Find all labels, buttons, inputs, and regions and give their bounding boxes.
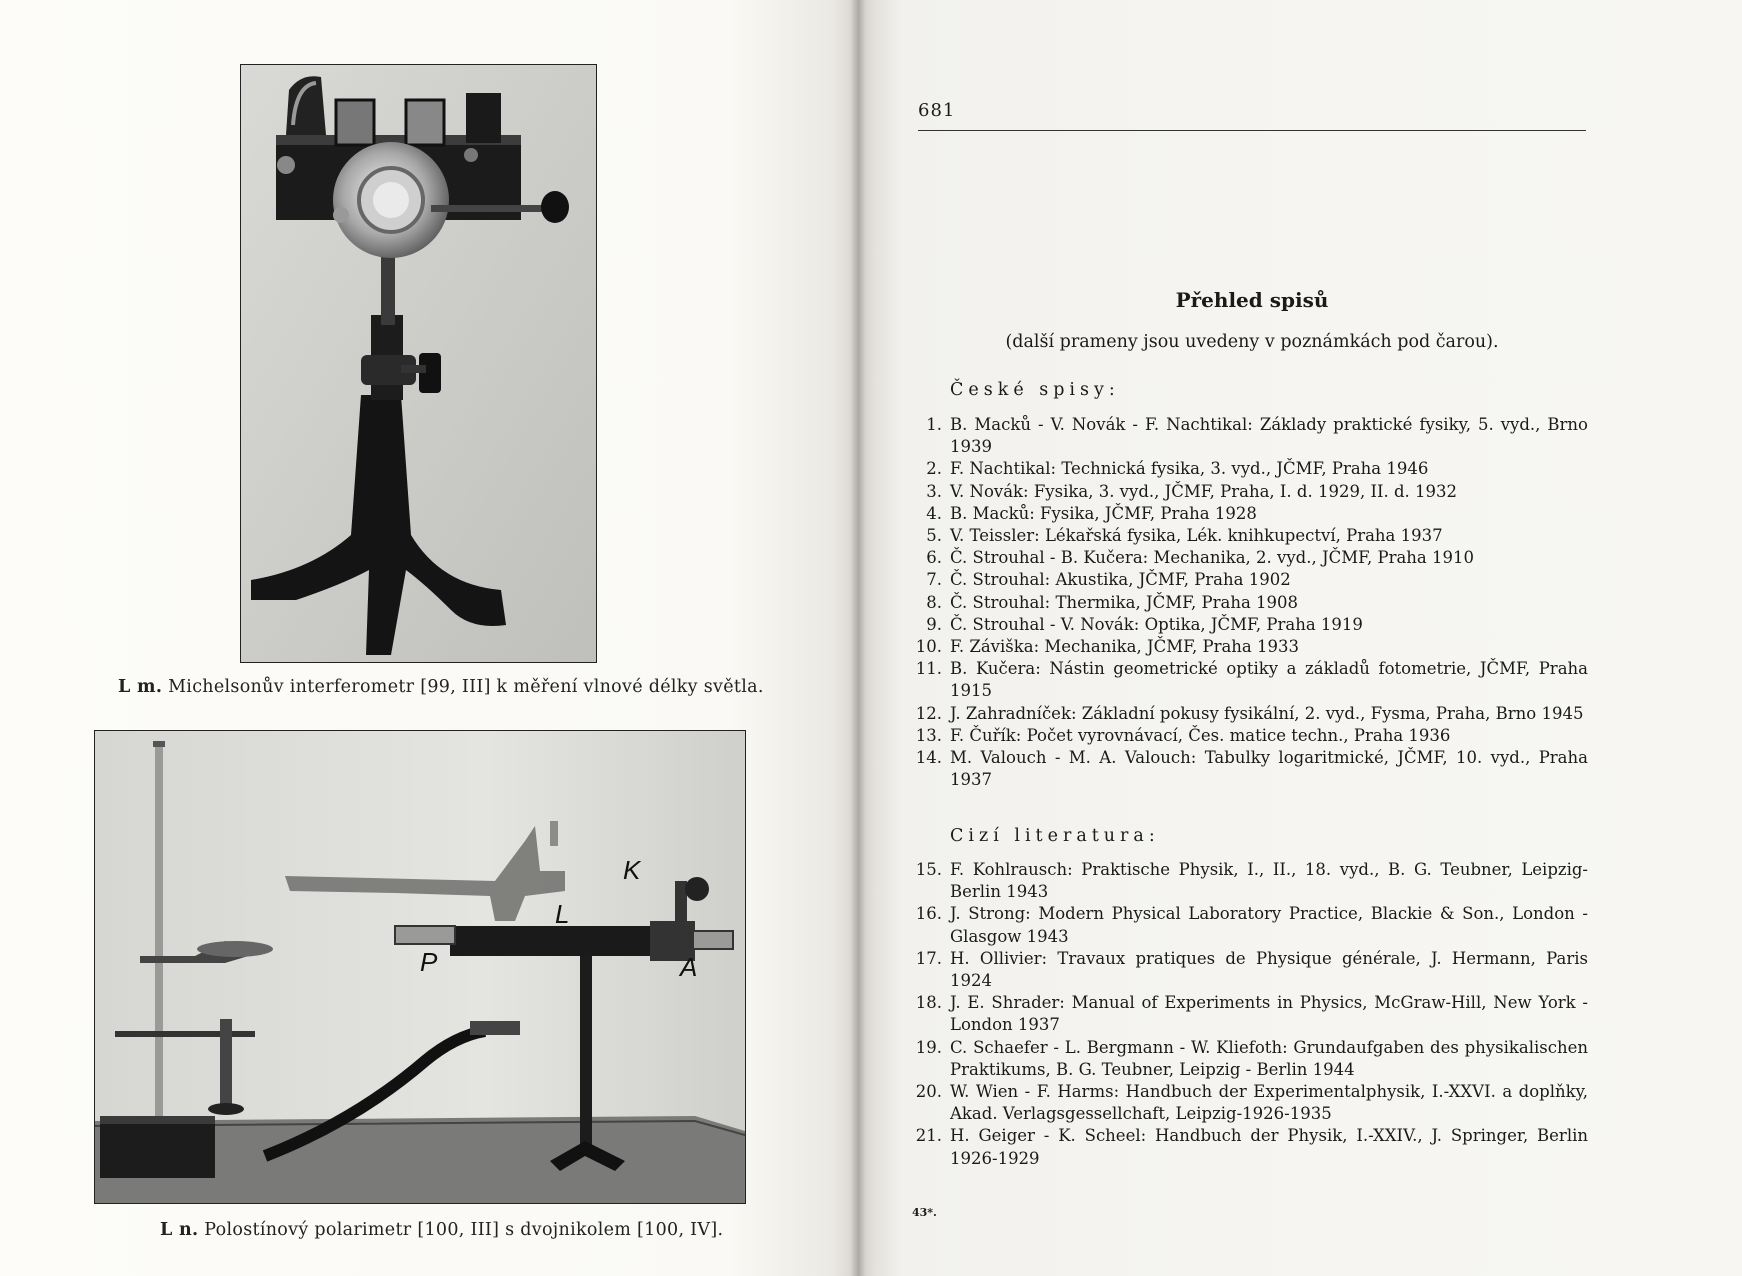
bibliography-entry: 7. Č. Strouhal: Akustika, JČMF, Praha 1902 [926, 570, 1291, 590]
bibliography-entry: 2. F. Nachtikal: Technická fysika, 3. vyd., JČMF, Praha 1946 [926, 459, 1429, 479]
bibliography-entry: 1. B. Macků - V. Novák - F. Nachtikal: Základy praktické fysiky, 5. vyd., Brno 1939 [926, 415, 1588, 457]
bibliography-entry: 18. J. E. Shrader: Manual of Experiments in Physics, McGraw-Hill, New York - London 1937 [915, 993, 1588, 1035]
bibliography-entry: 11. B. Kučera: Nástin geometrické optiky a základů fotometrie, JČMF, Praha 1915 [915, 659, 1588, 701]
polarimeter-illustration [95, 731, 745, 1203]
page-number: 681 [918, 100, 956, 121]
figure-1-label: L m. [118, 677, 163, 697]
foreign-bibliography-list [908, 859, 1588, 1170]
bibliography-entry: 13. F. Čuřík: Počet vyrovnávací, Čes. matice techn., Praha 1936 [915, 725, 1451, 745]
bibliography-entry: 8. Č. Strouhal: Thermika, JČMF, Praha 1908 [926, 592, 1299, 612]
michelson-interferometer-illustration [241, 65, 596, 662]
half-shadow-polarimeter-photo [94, 730, 746, 1204]
bibliography-entry: 14. M. Valouch - M. A. Valouch: Tabulky logaritmické, JČMF, 10. vyd., Praha 1937 [915, 748, 1588, 790]
figure-1-caption [118, 677, 764, 697]
bibliography-entry: 17. H. Ollivier: Travaux pratiques de Physique générale, J. Hermann, Paris 1924 [915, 948, 1588, 991]
bibliography-entry: 21. H. Geiger - K. Scheel: Handbuch der Physik, I.-XXIV., J. Springer, Berlin 1926-1929 [915, 1126, 1588, 1168]
bibliography-entry: 3. V. Novák: Fysika, 3. vyd., JČMF, Praha, I. d. 1929, II. d. 1932 [926, 481, 1458, 501]
figure-2-label: L n. [160, 1220, 199, 1240]
figure-2-caption-text: Polostínový polarimetr [100, III] s dvojnikolem [100, IV]. [204, 1220, 724, 1240]
foreign-literature-heading: Cizí literatura: [950, 826, 1160, 846]
bibliography-entry: 12. J. Zahradníček: Základní pokusy fysikální, 2. vyd., Fysma, Praha, Brno 1945 [915, 703, 1584, 723]
annotation-l: L [555, 899, 570, 929]
book-gutter [850, 0, 866, 1276]
section-subtitle: (další prameny jsou uvedeny v poznámkách pod čarou). [1005, 332, 1499, 352]
czech-literature-heading: České spisy: [950, 380, 1120, 400]
czech-bibliography-list [908, 414, 1588, 791]
bibliography-entry: 10. F. Záviška: Mechanika, JČMF, Praha 1933 [915, 637, 1299, 657]
michelson-interferometer-photo [240, 64, 597, 663]
bibliography-entry: 4. B. Macků: Fysika, JČMF, Praha 1928 [926, 503, 1257, 523]
bibliography-entry: 16. J. Strong: Modern Physical Laboratory Practice, Blackie & Son., London - Glasgow 1943 [915, 904, 1588, 946]
annotation-a: A [680, 952, 698, 982]
bibliography-entry: 19. C. Schaefer - L. Bergmann - W. Kliefoth: Grundaufgaben des physikalischen Praktikums, B. G. Teubner, Leipzig - Berlin 1944 [915, 1037, 1588, 1079]
annotation-k: K [623, 855, 641, 885]
header-rule [918, 130, 1586, 131]
bibliography-entry: 6. Č. Strouhal - B. Kučera: Mechanika, 2. vyd., JČMF, Praha 1910 [926, 548, 1475, 568]
bibliography-entry: 5. V. Teissler: Lékařská fysika, Lék. knihkupectví, Praha 1937 [926, 526, 1443, 546]
bibliography-entry: 9. Č. Strouhal - V. Novák: Optika, JČMF, Praha 1919 [926, 614, 1363, 634]
section-title: Přehled spisů [1175, 288, 1329, 312]
bibliography-entry: 15. F. Kohlrausch: Praktische Physik, I., II., 18. vyd., B. G. Teubner, Leipzig-Berlin 1943 [915, 860, 1588, 902]
bibliography-entry: 20. W. Wien - F. Harms: Handbuch der Experimentalphysik, I.-XXVI. a doplňky, Akad. Verlagsgessellchaft, Leipzig-1926-1935 [915, 1082, 1588, 1124]
figure-1-caption-text: Michelsonův interferometr [99, III] k měření vlnové délky světla. [168, 677, 764, 697]
figure-2-caption [160, 1220, 723, 1240]
signature-mark: 43*. [912, 1206, 937, 1219]
annotation-p: P [420, 947, 438, 977]
